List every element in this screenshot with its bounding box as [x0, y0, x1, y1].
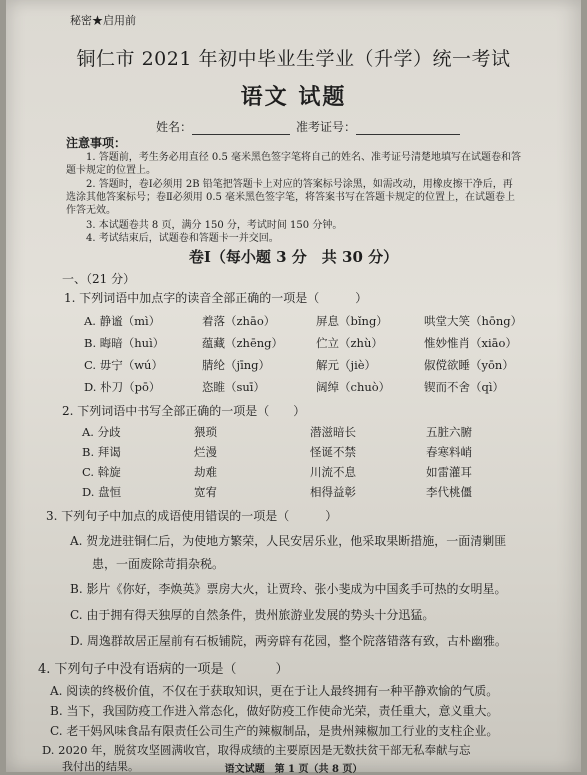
- q2-cell: 猥琐: [194, 425, 217, 439]
- question-1-stem: 1. 下列词语中加点字的读音全部正确的一项是（ ）: [64, 291, 368, 305]
- q1-cell: 伫立（zhù）: [316, 336, 383, 350]
- notice-item-2: 2. 答题时，卷Ⅰ必须用 2B 铅笔把答题卡上对应的答案标号涂黑，如需改动，用橡皮擦干净后，再选涂其他答案标号；卷Ⅱ必须用 0.5 毫米黑色签字笔，将答案书写在答题卡规定的位置上，在试题卷上作答无效。: [66, 179, 516, 216]
- q1-cell: 阔绰（chuò）: [316, 380, 391, 394]
- q2-cell: 五脏六腑: [426, 425, 472, 439]
- q2-cell: 烂漫: [194, 445, 217, 459]
- id-field: [296, 118, 460, 135]
- q1-cell: 恣睢（suī）: [202, 380, 265, 394]
- q3-option-a-cont: 患，一面废除苛捐杂税。: [92, 557, 225, 571]
- q2-cell: 劫难: [194, 465, 217, 479]
- notice-title: 注意事项：: [66, 136, 127, 150]
- q4-option-d: D. 2020 年，脱贫攻坚圆满收官，取得成绩的主要原因是无数扶贫干部无私奉献与忘: [42, 743, 471, 757]
- q1-cell: D. 朴刀（pō）: [84, 380, 161, 394]
- q2-cell: C. 斡旋: [82, 465, 121, 479]
- q1-cell: 惟妙惟肖（xiāo）: [424, 336, 517, 350]
- q4-option-a: A. 阅读的终极价值，不仅在于获取知识，更在于让人最终拥有一种平静欢愉的气质。: [50, 684, 499, 698]
- q2-cell: 川流不息: [310, 465, 356, 479]
- q2-cell: B. 拜谒: [82, 445, 121, 459]
- q2-cell: 怪诞不禁: [310, 445, 356, 459]
- q2-cell: 如雷灌耳: [426, 465, 472, 479]
- q1-cell: A. 静谧（mì）: [84, 314, 161, 328]
- q3-option-b: B. 影片《你好，李焕英》票房大火，让贾玲、张小斐成为中国炙手可热的女明星。: [70, 582, 507, 596]
- q1-cell: C. 毋宁（wú）: [84, 358, 163, 372]
- q3-option-c: C. 由于拥有得天独厚的自然条件，贵州旅游业发展的势头十分迅猛。: [70, 608, 435, 622]
- name-field: [156, 118, 290, 135]
- exam-subtitle: 语文 试题: [240, 84, 347, 110]
- q2-cell: 宽宥: [194, 485, 217, 499]
- q2-cell: A. 分歧: [82, 425, 121, 439]
- q4-option-b: B. 当下，我国防疫工作进入常态化，做好防疫工作使命光荣，责任重大，意义重大。: [50, 704, 499, 718]
- secret-label: 秘密★启用前: [70, 14, 136, 27]
- notice-item-1: 1. 答题前，考生务必用直径 0.5 毫米黑色签字笔将自己的姓名、准考证号清楚地填写在试题卷和答题卡规定的位置上。: [66, 152, 521, 176]
- question-4-stem: 4. 下列句子中没有语病的一项是（ ）: [38, 662, 289, 677]
- q1-cell: 腈纶（jīng）: [202, 358, 271, 372]
- q1-cell: 俶傥欲睡（yōn）: [424, 358, 514, 372]
- q3-option-d: D. 周逸群故居正屋前有石板铺院，两旁辟有花园，整个院落错落有致，古朴幽雅。: [70, 634, 507, 648]
- q1-cell: 蕴藏（zhēng）: [202, 336, 284, 350]
- q2-cell: 李代桃僵: [426, 485, 472, 499]
- notice-item-4: 4. 考试结束后，试题卷和答题卡一并交回。: [86, 233, 279, 244]
- q2-cell: 春寒料峭: [426, 445, 472, 459]
- part-one-label: 一、（21 分）: [62, 272, 136, 286]
- q1-cell: B. 晦暗（huì）: [84, 336, 165, 350]
- q4-option-d-cont: 我付出的结果。: [62, 760, 139, 773]
- q1-cell: 哄堂大笑（hōng）: [424, 314, 523, 328]
- notice-item-3: 3. 本试题卷共 8 页，满分 150 分，考试时间 150 分钟。: [86, 220, 343, 231]
- q4-option-c: C. 老干妈风味食品有限责任公司生产的辣椒制品，是贵州辣椒加工行业的支柱企业。: [50, 724, 499, 738]
- question-2-stem: 2. 下列词语中书写全部正确的一项是（ ）: [62, 404, 306, 418]
- id-blank: [356, 122, 460, 135]
- q3-option-a: A. 贺龙进驻铜仁后，为使地方繁荣，人民安居乐业，他采取果断措施，一面清剿匪: [70, 534, 507, 548]
- name-blank: [192, 122, 290, 135]
- q2-cell: D. 盘恒: [82, 485, 122, 499]
- question-3-stem: 3. 下列句子中加点的成语使用错误的一项是（ ）: [46, 509, 338, 523]
- q2-cell: 潜滋暗长: [310, 425, 356, 439]
- q1-cell: 屏息（bǐng）: [316, 314, 388, 328]
- exam-title: 铜仁市 2021 年初中毕业生学业（升学）统一考试: [76, 48, 511, 70]
- q1-cell: 解元（jiè）: [316, 358, 377, 372]
- q1-cell: 锲而不舍（qì）: [424, 380, 505, 394]
- name-label: 姓名：: [156, 120, 193, 134]
- section-title: 卷Ⅰ（每小题 3 分 共 30 分）: [188, 248, 399, 266]
- id-label: 准考证号：: [296, 120, 357, 134]
- exam-paper: [6, 0, 581, 775]
- q1-cell: 着落（zhāo）: [202, 314, 276, 328]
- q2-cell: 相得益彰: [310, 485, 356, 499]
- page-footer: 语文试题 第 1 页（共 8 页）: [224, 764, 363, 775]
